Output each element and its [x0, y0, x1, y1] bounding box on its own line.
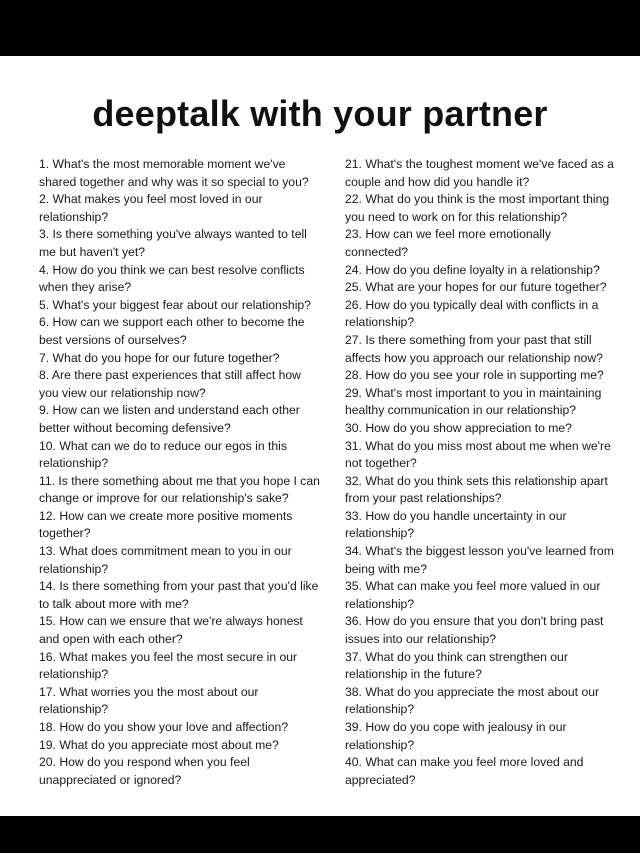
question-item: 29. What's most important to you in maintaining healthy communication in our relationship?: [345, 385, 602, 418]
question-item: 37. What do you think can strengthen our relationship in the future?: [345, 649, 568, 682]
question-item: 6. How can we support each other to become the best versions of ourselves?: [39, 315, 305, 347]
question-item: 26. How do you typically deal with conflicts in a relationship?: [345, 297, 599, 330]
question-item: 9. How can we listen and understand each other better without becoming defensive?: [39, 403, 300, 435]
document-page: [0, 56, 640, 816]
question-item: 22. What do you think is the most important thing you need to work on for this relationship?: [345, 192, 610, 224]
question-item: 32. What do you think sets this relationship apart from your past relationships?: [345, 473, 608, 506]
question-item: 28. How do you see your role in supporting me?: [345, 368, 604, 383]
question-item: 40. What can make you feel more loved and appreciated?: [345, 755, 584, 787]
question-item: 12. How can we create more positive moments together?: [39, 508, 293, 541]
question-item: 4. How do you think we can best resolve conflicts when they arise?: [39, 262, 305, 295]
question-list-right: [345, 156, 615, 789]
question-item: 25. What are your hopes for our future together?: [345, 280, 607, 295]
question-item: 5. What's your biggest fear about our relationship?: [39, 297, 311, 312]
question-item: 34. What's the biggest lesson you've learned from being with me?: [345, 544, 614, 576]
question-item: 33. How do you handle uncertainty in our relationship?: [345, 508, 567, 541]
question-item: 19. What do you appreciate most about me?: [39, 737, 279, 752]
question-item: 3. Is there something you've always wanted to tell me but haven't yet?: [39, 227, 307, 259]
question-list-left: [39, 156, 322, 789]
question-item: 2. What makes you feel most loved in our relationship?: [39, 192, 263, 224]
question-item: 1. What's the most memorable moment we've shared together and why was it so special to you?: [39, 157, 309, 189]
question-item: 18. How do you show your love and affection?: [39, 720, 289, 734]
question-item: 39. How do you cope with jealousy in our relationship?: [345, 720, 567, 752]
question-item: 13. What does commitment mean to you in our relationship?: [39, 544, 292, 576]
top-black-bar: [0, 0, 640, 56]
question-item: 20. How do you respond when you feel unappreciated or ignored?: [39, 755, 250, 787]
question-item: 24. How do you define loyalty in a relationship?: [345, 262, 600, 277]
bottom-black-bar: [0, 816, 640, 853]
question-item: 21. What's the toughest moment we've faced as a couple and how did you handle it?: [345, 157, 614, 189]
question-item: 15. How can we ensure that we're always honest and open with each other?: [39, 614, 303, 647]
question-item: 36. How do you ensure that you don't bring past issues into our relationship?: [345, 614, 604, 647]
question-item: 31. What do you miss most about me when we're not together?: [345, 438, 611, 471]
question-item: 17. What worries you the most about our relationship?: [39, 684, 259, 717]
question-item: 27. Is there something from your past that still affects how you approach our relationship now?: [345, 332, 603, 365]
question-item: 38. What do you appreciate the most about our relationship?: [345, 684, 600, 717]
question-item: 35. What can make you feel more valued in our relationship?: [345, 579, 601, 611]
question-item: 7. What do you hope for our future together?: [39, 350, 280, 365]
page-title: deeptalk with your partner: [92, 93, 548, 134]
question-item: 23. How can we feel more emotionally connected?: [345, 227, 551, 259]
question-item: 10. What can we do to reduce our egos in this relationship?: [39, 438, 287, 471]
question-item: 8. Are there past experiences that still affect how you view our relationship now?: [39, 368, 301, 400]
question-item: 14. Is there something from your past that you'd like to talk about more with me?: [39, 579, 319, 611]
question-item: 30. How do you show appreciation to me?: [345, 420, 572, 435]
question-item: 11. Is there something about me that you hope I can change or improve for our relationship's sake?: [39, 473, 320, 506]
question-item: 16. What makes you feel the most secure in our relationship?: [39, 649, 298, 682]
